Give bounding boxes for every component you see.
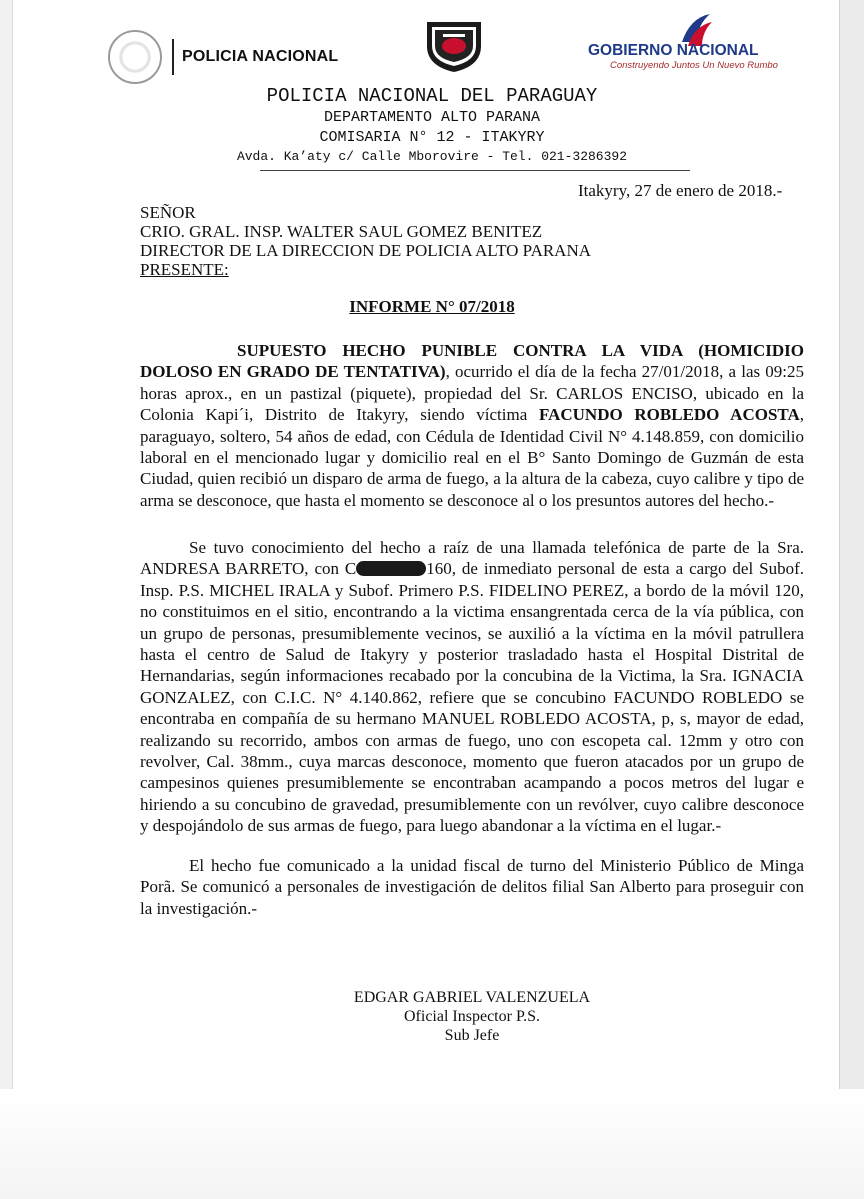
scan-edge-right bbox=[839, 0, 864, 1199]
addressee-presente: PRESENTE: bbox=[140, 260, 229, 279]
paragraph-incident bbox=[140, 340, 804, 511]
scan-edge-left bbox=[0, 0, 13, 1199]
addressee-block bbox=[140, 203, 591, 279]
incident-details: , paraguayo, soltero, 54 años de edad, con Cédula de Identidad Civil N° 4.148.859, con domicilio laboral en el mencionado lugar y domicilio real en el B° Santo Domingo de Guzmán de esta Ciudad, quien recibió un disparo de arma de fuego, a la altura de la cabeza, cuyo calibre y tipo de arma se desconoce, que hasta el momento se desconoce al o los presuntos autores del hecho.- bbox=[140, 405, 804, 510]
report-title-text: INFORME N° 07/2018 bbox=[349, 297, 515, 316]
victim-name: FACUNDO ROBLEDO ACOSTA bbox=[538, 405, 800, 425]
signature-block bbox=[300, 988, 644, 1045]
police-badge-icon bbox=[423, 16, 485, 74]
national-seal-icon bbox=[108, 30, 162, 84]
letterhead-department: DEPARTAMENTO ALTO PARANA bbox=[323, 109, 541, 126]
letterhead-institution: POLICIA NACIONAL DEL PARAGUAY bbox=[266, 85, 598, 107]
gobierno-tagline: Construyendo Juntos Un Nuevo Rumbo bbox=[610, 60, 778, 71]
letterhead bbox=[0, 84, 864, 166]
policia-nacional-logo bbox=[108, 30, 338, 84]
document-date: Itakyry, 27 de enero de 2018.- bbox=[578, 181, 783, 200]
addressee-salutation: SEÑOR bbox=[140, 203, 196, 222]
paragraph-response bbox=[140, 537, 804, 837]
paragraph-notification: El hecho fue comunicado a la unidad fiscal de turno del Ministerio Público de Minga Porã. Se comunicó a personales de investigación de delitos filial San Alberto para proseguir con la investigación.- bbox=[140, 856, 804, 918]
logo-divider bbox=[172, 39, 174, 75]
addressee-name: CRIO. GRAL. INSP. WALTER SAUL GOMEZ BENITEZ bbox=[140, 222, 543, 241]
redaction-mark bbox=[356, 561, 426, 576]
letterhead-station: COMISARIA N° 12 - ITAKYRY bbox=[319, 129, 545, 146]
addressee-position: DIRECTOR DE LA DIRECCION DE POLICIA ALTO PARANA bbox=[140, 241, 592, 260]
signatory-role: Sub Jefe bbox=[444, 1027, 500, 1044]
policia-nacional-logo-text: POLICIA NACIONAL bbox=[182, 48, 339, 65]
response-text-a: Se tuvo conocimiento del hecho a raíz de una llamada telefónica de parte de la Sra. ANDRESA BARRETO, con C bbox=[140, 538, 804, 579]
gobierno-nacional-logo bbox=[588, 12, 798, 74]
letterhead-address: Avda. Ka’aty c/ Calle Mborovire - Tel. 021-3286392 bbox=[236, 149, 628, 164]
signatory-name: EDGAR GABRIEL VALENZUELA bbox=[353, 989, 591, 1006]
incident-text: , ocurrido el día de la fecha 27/01/2018, a las 09:25 horas aprox., en un pastizal (piquete), propiedad del Sr. CARLOS ENCISO, ubicado en la Colonia Kapi´i, Distrito de Itakyry, siendo víctima bbox=[140, 362, 804, 425]
signatory-rank: Oficial Inspector P.S. bbox=[404, 1008, 540, 1025]
letterhead-rule bbox=[260, 170, 690, 171]
scan-edge-bottom bbox=[0, 1089, 864, 1199]
response-text-b: 160, de inmediato personal de esta a cargo del Subof. Insp. P.S. MICHEL IRALA y Subof. Primero P.S. FIDELINO PEREZ, a bordo de la móvil 120, no constituimos en el sitio, encontrando a la victima ensangrentada cerca de la vía pública, con un grupo de personas, presumiblemente vecinos, se auxilió a la víctima en la móvil patrullera hasta el centro de Salud de Itakyry y posterior trasladado hasta el Hospital Distrital de Hernandarias, según informaciones recabado por la concubina de la Victima, la Sra. IGNACIA GONZALEZ, con C.I.C. N° 4.140.862, refiere que se concubino FACUNDO ROBLEDO se encontraba en compañía de su hermano MANUEL ROBLEDO ACOSTA, p, s, mayor de edad, realizando su recorrido, ambos con armas de fuego, uno con escopeta cal. 12mm y otro con revolver, Cal. 38mm., cuya marcas desconoce, momento que fueron atacados por un grupo de campesinos quienes presumiblemente se encontraban acampando a pocos metros del lugar e hiriendo a su concubino de gravedad, presumiblemente con un revólver, cuyo calibre desconoce y despojándolo de sus armas de fuego, para luego abandonar a la víctima en el lugar.- bbox=[140, 559, 804, 836]
report-title bbox=[0, 297, 864, 317]
gobierno-nacional-logo-text: GOBIERNO NACIONAL bbox=[588, 42, 759, 59]
incident-heading: SUPUESTO HECHO PUNIBLE CONTRA LA VIDA (HOMICIDIO DOLOSO EN GRADO DE TENTATIVA) bbox=[140, 341, 804, 382]
